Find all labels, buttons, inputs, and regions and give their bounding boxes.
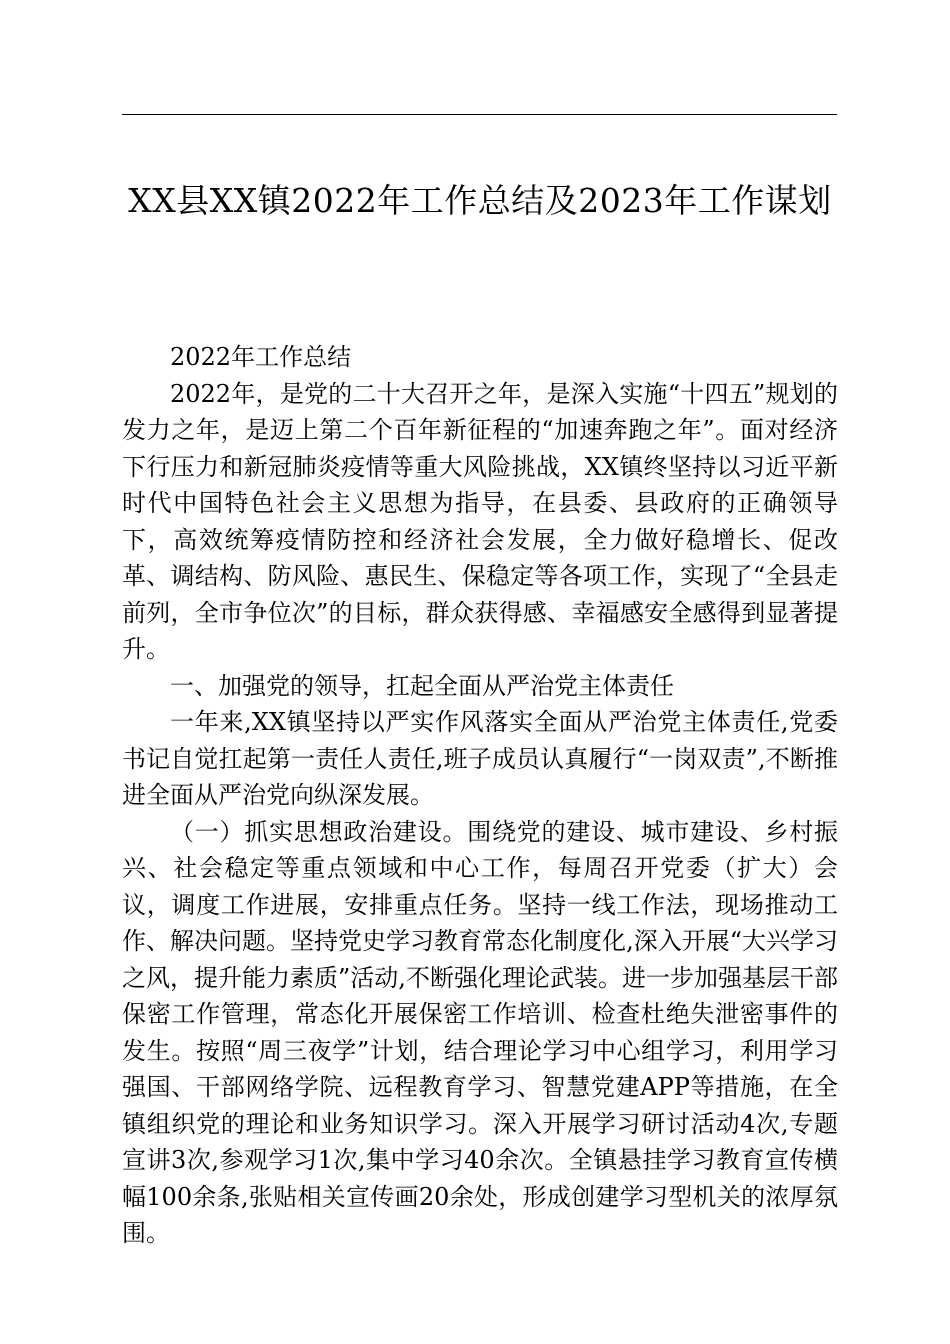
intro-paragraph: 2022年，是党的二十大召开之年，是深入实施“十四五”规划的发力之年，是迈上第二个百年新征程的“加速奔跑之年”。面对经济下行压力和新冠肺炎疫情等重大风险挑战，XX镇终坚持以习近平新时代中国特色社会主义思想为指导，在县委、县政府的正确领导下，高效统筹疫情防控和经济社会发展，全力做好稳增长、促改革、调结构、防风险、惠民生、保稳定等各项工作，实现了“全县走前列，全市争位次”的目标，群众获得感、幸福感安全感得到显著提升。 [122,379,838,663]
section-heading-party-leadership: 一、加强党的领导，扛起全面从严治党主体责任 [170,671,674,700]
ideological-construction-paragraph: （一）抓实思想政治建设。围绕党的建设、城市建设、乡村振兴、社会稳定等重点领域和中心工作，每周召开党委（扩大）会议，调度工作进展，安排重点任务。坚持一线工作法，现场推动工作、解决问题。坚持党史学习教育常态化制度化,深入开展“大兴学习之风，提升能力素质”活动,不断强化理论武装。进一步加强基层干部保密工作管理，常态化开展保密工作培训、检查杜绝失泄密事件的发生。按照“周三夜学”计划，结合理论学习中心组学习，利用学习强国、干部网络学院、远程教育学习、智慧党建APP等措施，在全镇组织党的理论和业务知识学习。深入开展学习研讨活动4次,专题宣讲3次,参观学习1次,集中学习40余次。全镇悬挂学习教育宣传横幅100余条,张贴相关宣传画20余处，形成创建学习型机关的浓厚氛围。 [122,817,838,1247]
document-body [122,339,838,1252]
header-rule [122,114,837,115]
party-responsibility-paragraph: 一年来,XX镇坚持以严实作风落实全面从严治党主体责任,党委书记自觉扛起第一责任人责任,班子成员认真履行“一岗双责”,不断推进全面从严治党向纵深发展。 [122,708,838,809]
section-heading-summary: 2022年工作总结 [170,343,352,371]
document-title: XX县XX镇2022年工作总结及2023年工作谋划 [128,181,832,220]
